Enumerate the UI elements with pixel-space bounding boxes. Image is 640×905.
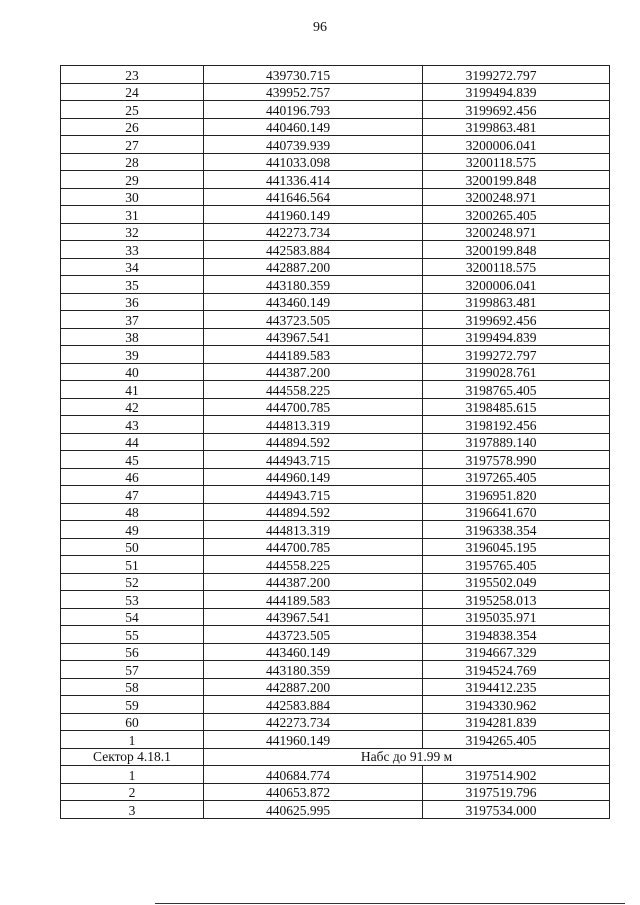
point-number-cell: 60 — [61, 713, 204, 731]
x-coordinate-cell: 444813.319 — [204, 416, 423, 434]
x-coordinate-cell: 444943.715 — [204, 486, 423, 504]
table-row — [61, 416, 610, 434]
table-row — [61, 381, 610, 399]
coordinates-table — [60, 65, 610, 819]
y-coordinate-cell: 3200006.041 — [423, 136, 610, 154]
table-row — [61, 258, 610, 276]
sector-height-note: Набс до 91.99 м — [204, 748, 610, 766]
x-coordinate-cell: 443967.541 — [204, 328, 423, 346]
table-row — [61, 293, 610, 311]
point-number-cell: 27 — [61, 136, 204, 154]
point-number-cell: 52 — [61, 573, 204, 591]
y-coordinate-cell: 3196338.354 — [423, 521, 610, 539]
point-number-cell: 38 — [61, 328, 204, 346]
table-row — [61, 66, 610, 84]
x-coordinate-cell: 440653.872 — [204, 783, 423, 801]
x-coordinate-cell: 443180.359 — [204, 276, 423, 294]
y-coordinate-cell: 3197519.796 — [423, 783, 610, 801]
table-row — [61, 503, 610, 521]
x-coordinate-cell: 441646.564 — [204, 188, 423, 206]
y-coordinate-cell: 3199863.481 — [423, 118, 610, 136]
x-coordinate-cell: 444387.200 — [204, 573, 423, 591]
table-row — [61, 696, 610, 714]
x-coordinate-cell: 442273.734 — [204, 223, 423, 241]
coordinates-table-body — [61, 66, 610, 819]
x-coordinate-cell: 444700.785 — [204, 398, 423, 416]
x-coordinate-cell: 440625.995 — [204, 801, 423, 819]
y-coordinate-cell: 3197514.902 — [423, 766, 610, 784]
point-number-cell: 50 — [61, 538, 204, 556]
table-row — [61, 538, 610, 556]
x-coordinate-cell: 444558.225 — [204, 556, 423, 574]
point-number-cell: 25 — [61, 101, 204, 119]
y-coordinate-cell: 3195035.971 — [423, 608, 610, 626]
table-row — [61, 118, 610, 136]
x-coordinate-cell: 443460.149 — [204, 293, 423, 311]
x-coordinate-cell: 443967.541 — [204, 608, 423, 626]
table-row — [61, 223, 610, 241]
x-coordinate-cell: 444558.225 — [204, 381, 423, 399]
table-row — [61, 451, 610, 469]
x-coordinate-cell: 443180.359 — [204, 661, 423, 679]
y-coordinate-cell: 3199692.456 — [423, 311, 610, 329]
table-row — [61, 153, 610, 171]
point-number-cell: 32 — [61, 223, 204, 241]
table-row — [61, 731, 610, 749]
table-row — [61, 311, 610, 329]
y-coordinate-cell: 3199272.797 — [423, 66, 610, 84]
table-row — [61, 363, 610, 381]
sector-table-row — [61, 766, 610, 784]
point-number-cell: 24 — [61, 83, 204, 101]
point-number-cell: 28 — [61, 153, 204, 171]
x-coordinate-cell: 444894.592 — [204, 433, 423, 451]
y-coordinate-cell: 3199863.481 — [423, 293, 610, 311]
y-coordinate-cell: 3196641.670 — [423, 503, 610, 521]
point-number-cell: 54 — [61, 608, 204, 626]
point-number-cell: 35 — [61, 276, 204, 294]
point-number-cell: 49 — [61, 521, 204, 539]
x-coordinate-cell: 444813.319 — [204, 521, 423, 539]
point-number-cell: 23 — [61, 66, 204, 84]
x-coordinate-cell: 440684.774 — [204, 766, 423, 784]
y-coordinate-cell: 3199692.456 — [423, 101, 610, 119]
y-coordinate-cell: 3200265.405 — [423, 206, 610, 224]
table-row — [61, 433, 610, 451]
point-number-cell: 55 — [61, 626, 204, 644]
y-coordinate-cell: 3200118.575 — [423, 258, 610, 276]
x-coordinate-cell: 442583.884 — [204, 241, 423, 259]
table-row — [61, 556, 610, 574]
x-coordinate-cell: 444189.583 — [204, 346, 423, 364]
x-coordinate-cell: 441033.098 — [204, 153, 423, 171]
y-coordinate-cell: 3197265.405 — [423, 468, 610, 486]
x-coordinate-cell: 442887.200 — [204, 258, 423, 276]
y-coordinate-cell: 3197534.000 — [423, 801, 610, 819]
x-coordinate-cell: 440460.149 — [204, 118, 423, 136]
point-number-cell: 46 — [61, 468, 204, 486]
y-coordinate-cell: 3197889.140 — [423, 433, 610, 451]
point-number-cell: 59 — [61, 696, 204, 714]
x-coordinate-cell: 443723.505 — [204, 311, 423, 329]
sector-table-row — [61, 801, 610, 819]
y-coordinate-cell: 3199494.839 — [423, 83, 610, 101]
page-number: 96 — [313, 20, 327, 35]
y-coordinate-cell: 3200248.971 — [423, 223, 610, 241]
point-number-cell: 43 — [61, 416, 204, 434]
table-row — [61, 608, 610, 626]
table-row — [61, 521, 610, 539]
table-row — [61, 136, 610, 154]
point-number-cell: 57 — [61, 661, 204, 679]
y-coordinate-cell: 3199494.839 — [423, 328, 610, 346]
sector-table-row — [61, 783, 610, 801]
point-number-cell: 33 — [61, 241, 204, 259]
y-coordinate-cell: 3200248.971 — [423, 188, 610, 206]
point-number-cell: 42 — [61, 398, 204, 416]
x-coordinate-cell: 439730.715 — [204, 66, 423, 84]
table-row — [61, 661, 610, 679]
table-row — [61, 101, 610, 119]
x-coordinate-cell: 441336.414 — [204, 171, 423, 189]
y-coordinate-cell: 3196951.820 — [423, 486, 610, 504]
y-coordinate-cell: 3198192.456 — [423, 416, 610, 434]
table-row — [61, 206, 610, 224]
y-coordinate-cell: 3199028.761 — [423, 363, 610, 381]
y-coordinate-cell: 3195502.049 — [423, 573, 610, 591]
table-row — [61, 346, 610, 364]
table-row — [61, 398, 610, 416]
x-coordinate-cell: 442887.200 — [204, 678, 423, 696]
point-number-cell: 37 — [61, 311, 204, 329]
y-coordinate-cell: 3194281.839 — [423, 713, 610, 731]
y-coordinate-cell: 3200006.041 — [423, 276, 610, 294]
y-coordinate-cell: 3200199.848 — [423, 241, 610, 259]
y-coordinate-cell: 3200118.575 — [423, 153, 610, 171]
x-coordinate-cell: 441960.149 — [204, 206, 423, 224]
y-coordinate-cell: 3195765.405 — [423, 556, 610, 574]
point-number-cell: 3 — [61, 801, 204, 819]
y-coordinate-cell: 3198485.615 — [423, 398, 610, 416]
table-row — [61, 573, 610, 591]
point-number-cell: 39 — [61, 346, 204, 364]
y-coordinate-cell: 3194838.354 — [423, 626, 610, 644]
table-row — [61, 591, 610, 609]
y-coordinate-cell: 3194667.329 — [423, 643, 610, 661]
point-number-cell: 47 — [61, 486, 204, 504]
x-coordinate-cell: 444189.583 — [204, 591, 423, 609]
point-number-cell: 31 — [61, 206, 204, 224]
y-coordinate-cell: 3194265.405 — [423, 731, 610, 749]
table-row — [61, 643, 610, 661]
x-coordinate-cell: 442583.884 — [204, 696, 423, 714]
table-row — [61, 626, 610, 644]
y-coordinate-cell: 3196045.195 — [423, 538, 610, 556]
table-row — [61, 713, 610, 731]
point-number-cell: 45 — [61, 451, 204, 469]
x-coordinate-cell: 440739.939 — [204, 136, 423, 154]
y-coordinate-cell: 3194412.235 — [423, 678, 610, 696]
bottom-rule — [155, 903, 625, 904]
point-number-cell: 40 — [61, 363, 204, 381]
y-coordinate-cell: 3198765.405 — [423, 381, 610, 399]
table-row — [61, 83, 610, 101]
y-coordinate-cell: 3199272.797 — [423, 346, 610, 364]
y-coordinate-cell: 3197578.990 — [423, 451, 610, 469]
x-coordinate-cell: 444387.200 — [204, 363, 423, 381]
table-row — [61, 276, 610, 294]
x-coordinate-cell: 443723.505 — [204, 626, 423, 644]
point-number-cell: 51 — [61, 556, 204, 574]
x-coordinate-cell: 439952.757 — [204, 83, 423, 101]
point-number-cell: 1 — [61, 766, 204, 784]
table-row — [61, 486, 610, 504]
point-number-cell: 34 — [61, 258, 204, 276]
table-row — [61, 678, 610, 696]
point-number-cell: 58 — [61, 678, 204, 696]
x-coordinate-cell: 441960.149 — [204, 731, 423, 749]
sector-header-row — [61, 748, 610, 766]
point-number-cell: 41 — [61, 381, 204, 399]
point-number-cell: 36 — [61, 293, 204, 311]
x-coordinate-cell: 444960.149 — [204, 468, 423, 486]
x-coordinate-cell: 444894.592 — [204, 503, 423, 521]
x-coordinate-cell: 444943.715 — [204, 451, 423, 469]
point-number-cell: 1 — [61, 731, 204, 749]
point-number-cell: 2 — [61, 783, 204, 801]
y-coordinate-cell: 3195258.013 — [423, 591, 610, 609]
sector-label: Сектор 4.18.1 — [61, 748, 204, 766]
x-coordinate-cell: 443460.149 — [204, 643, 423, 661]
point-number-cell: 26 — [61, 118, 204, 136]
point-number-cell: 56 — [61, 643, 204, 661]
y-coordinate-cell: 3194524.769 — [423, 661, 610, 679]
y-coordinate-cell: 3200199.848 — [423, 171, 610, 189]
table-row — [61, 171, 610, 189]
x-coordinate-cell: 442273.734 — [204, 713, 423, 731]
x-coordinate-cell: 444700.785 — [204, 538, 423, 556]
table-row — [61, 188, 610, 206]
table-row — [61, 241, 610, 259]
table-row — [61, 468, 610, 486]
point-number-cell: 29 — [61, 171, 204, 189]
point-number-cell: 44 — [61, 433, 204, 451]
point-number-cell: 53 — [61, 591, 204, 609]
y-coordinate-cell: 3194330.962 — [423, 696, 610, 714]
point-number-cell: 48 — [61, 503, 204, 521]
point-number-cell: 30 — [61, 188, 204, 206]
table-row — [61, 328, 610, 346]
x-coordinate-cell: 440196.793 — [204, 101, 423, 119]
